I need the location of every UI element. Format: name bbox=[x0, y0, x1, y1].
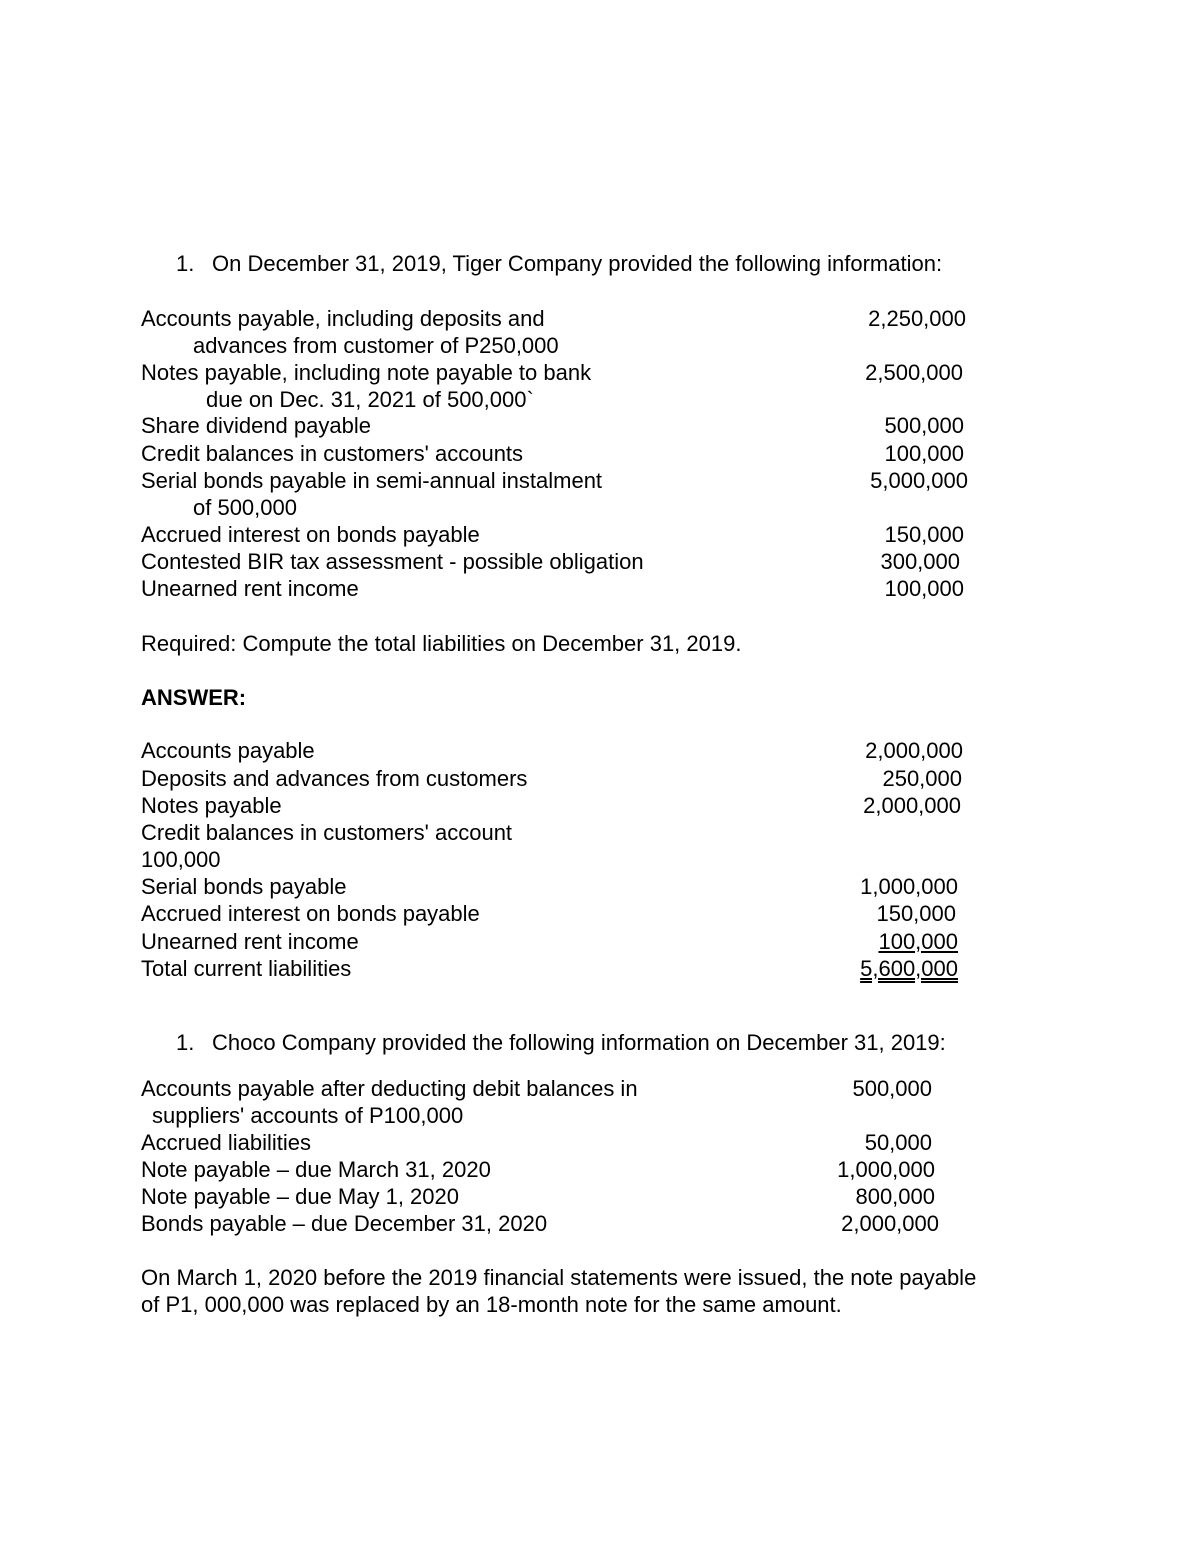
answer-item-amount: 2,000,000 bbox=[865, 738, 963, 763]
p2-item-amount: 500,000 bbox=[852, 1076, 932, 1101]
answer-total-amount: 5,600,000 bbox=[860, 956, 958, 981]
required-text: Required: Compute the total liabilities on December 31, 2019. bbox=[141, 631, 742, 656]
p1-item-amount: 300,000 bbox=[880, 549, 960, 574]
p2-item-amount: 50,000 bbox=[864, 1130, 932, 1155]
p1-item-sub: of 500,000 bbox=[193, 495, 297, 520]
answer-label: ANSWER: bbox=[141, 685, 247, 710]
answer-item-label: Accounts payable bbox=[141, 738, 315, 763]
p2-item-amount: 1,000,000 bbox=[837, 1157, 935, 1182]
p2-item-label: Accrued liabilities bbox=[141, 1130, 311, 1155]
answer-item-amount: 250,000 bbox=[882, 766, 962, 791]
answer-total-label: Total current liabilities bbox=[141, 956, 352, 981]
note-line-1: On March 1, 2020 before the 2019 financial statements were issued, the note payable bbox=[141, 1265, 977, 1290]
problem1-heading: On December 31, 2019, Tiger Company provided the following information: bbox=[212, 251, 943, 276]
answer-item-label: Accrued interest on bonds payable bbox=[141, 901, 480, 926]
p2-item-label: Accounts payable after deducting debit balances in bbox=[141, 1076, 638, 1101]
answer-item-amount: 100,000 bbox=[878, 929, 958, 954]
p1-item-amount: 100,000 bbox=[884, 576, 964, 601]
p1-item-amount: 5,000,000 bbox=[870, 468, 968, 493]
answer-item-amount: 150,000 bbox=[876, 901, 956, 926]
p1-item-amount: 500,000 bbox=[884, 413, 964, 438]
answer-item-amount: 1,000,000 bbox=[860, 874, 958, 899]
p1-item-sub: due on Dec. 31, 2021 of 500,000` bbox=[206, 387, 534, 412]
problem2-number: 1. bbox=[176, 1030, 195, 1055]
p1-item-amount: 2,500,000 bbox=[865, 360, 963, 385]
problem1-number: 1. bbox=[176, 251, 195, 276]
p1-item-label: Accounts payable, including deposits and bbox=[141, 306, 545, 331]
answer-item-label: Credit balances in customers' account bbox=[141, 820, 513, 845]
p1-item-label: Credit balances in customers' accounts bbox=[141, 441, 524, 466]
p2-item-amount: 800,000 bbox=[855, 1184, 935, 1209]
answer-item-label: Notes payable bbox=[141, 793, 282, 818]
answer-item-amount: 2,000,000 bbox=[863, 793, 961, 818]
p2-item-sub: suppliers' accounts of P100,000 bbox=[152, 1103, 464, 1128]
note-line-2: of P1, 000,000 was replaced by an 18-month note for the same amount. bbox=[141, 1292, 842, 1317]
p2-item-label: Note payable – due March 31, 2020 bbox=[141, 1157, 491, 1182]
p1-item-label: Contested BIR tax assessment - possible obligation bbox=[141, 549, 644, 574]
p2-item-label: Bonds payable – due December 31, 2020 bbox=[141, 1211, 548, 1236]
p1-item-label: Share dividend payable bbox=[141, 413, 371, 438]
p2-item-amount: 2,000,000 bbox=[841, 1211, 939, 1236]
p2-item-label: Note payable – due May 1, 2020 bbox=[141, 1184, 460, 1209]
answer-item-label: Serial bonds payable bbox=[141, 874, 347, 899]
answer-item-label: Unearned rent income bbox=[141, 929, 359, 954]
p1-item-amount: 100,000 bbox=[884, 441, 964, 466]
problem2-heading: Choco Company provided the following information on December 31, 2019: bbox=[212, 1030, 946, 1055]
p1-item-label: Notes payable, including note payable to bank bbox=[141, 360, 592, 385]
p1-item-label: Unearned rent income bbox=[141, 576, 359, 601]
p1-item-sub: advances from customer of P250,000 bbox=[193, 333, 559, 358]
p1-item-amount: 150,000 bbox=[884, 522, 964, 547]
p1-item-label: Serial bonds payable in semi-annual instalment bbox=[141, 468, 603, 493]
answer-item-sub: 100,000 bbox=[141, 847, 221, 872]
p1-item-label: Accrued interest on bonds payable bbox=[141, 522, 480, 547]
p1-item-amount: 2,250,000 bbox=[868, 306, 966, 331]
answer-item-label: Deposits and advances from customers bbox=[141, 766, 528, 791]
